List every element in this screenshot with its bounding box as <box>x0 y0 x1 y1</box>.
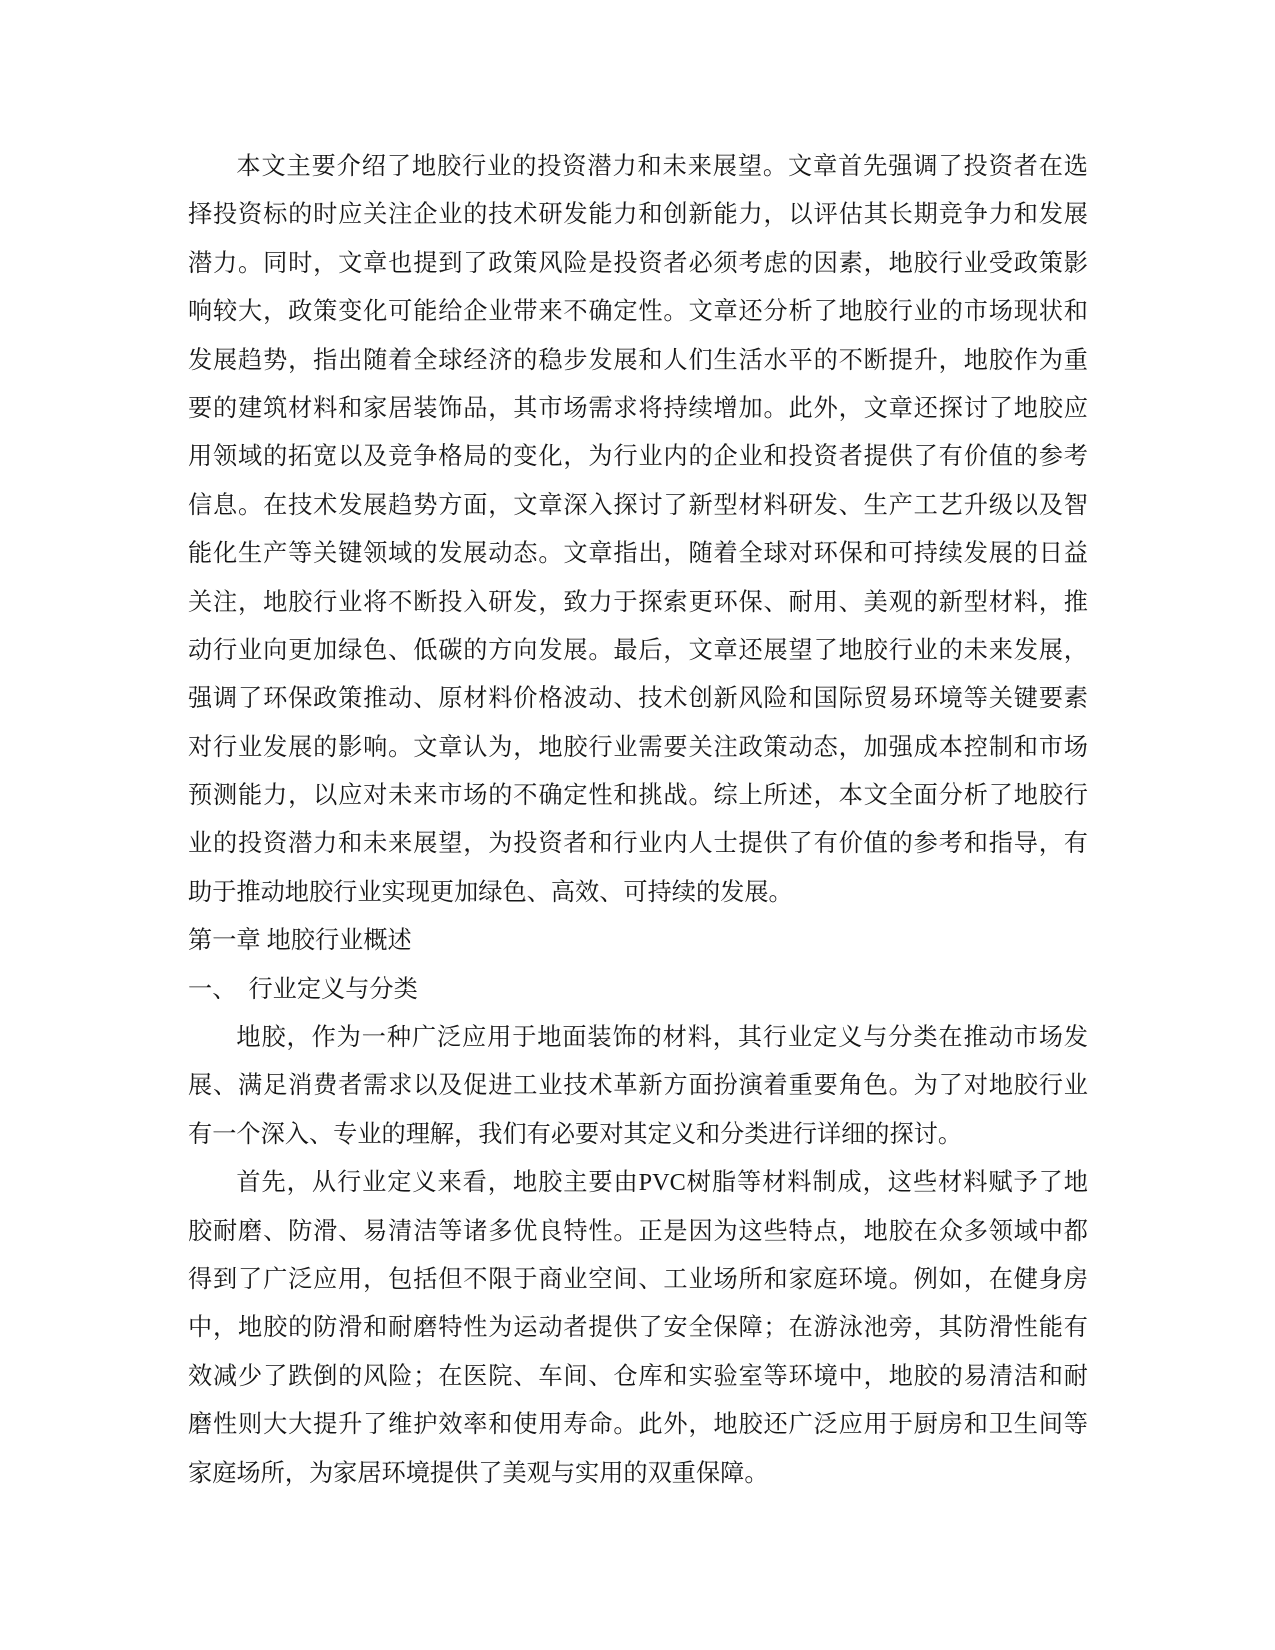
text-line: 助于推动地胶行业实现更加绿色、高效、可持续的发展。 <box>188 878 793 906</box>
text-line: 信息。在技术发展趋势方面，文章深入探讨了新型材料研发、生产工艺升级以及智 <box>188 491 1088 519</box>
text-line: 用领域的拓宽以及竞争格局的变化，为行业内的企业和投资者提供了有价值的参考 <box>188 443 1088 471</box>
text-line: 磨性则大大提升了维护效率和使用寿命。此外，地胶还广泛应用于厨房和卫生间等 <box>188 1411 1088 1439</box>
text-line: 对行业发展的影响。文章认为，地胶行业需要关注政策动态，加强成本控制和市场 <box>188 733 1088 761</box>
text-line: 家庭场所，为家居环境提供了美观与实用的双重保障。 <box>188 1459 769 1487</box>
text-line: 展、满足消费者需求以及促进工业技术革新方面扮演着重要角色。为了对地胶行业 <box>188 1072 1088 1100</box>
text-line: 有一个深入、专业的理解，我们有必要对其定义和分类进行详细的探讨。 <box>188 1120 963 1148</box>
document-body <box>188 143 1088 1498</box>
body-paragraph <box>188 143 1088 917</box>
text-line: 得到了广泛应用，包括但不限于商业空间、工业场所和家庭环境。例如，在健身房 <box>188 1265 1088 1293</box>
text-line: 地胶，作为一种广泛应用于地面装饰的材料，其行业定义与分类在推动市场发 <box>236 1024 1088 1052</box>
text-line: 胶耐磨、防滑、易清洁等诸多优良特性。正是因为这些特点，地胶在众多领域中都 <box>188 1217 1088 1245</box>
text-line: 关注，地胶行业将不断投入研发，致力于探索更环保、耐用、美观的新型材料，推 <box>188 588 1088 616</box>
text-line: 业的投资潜力和未来展望，为投资者和行业内人士提供了有价值的参考和指导，有 <box>188 830 1088 858</box>
body-paragraph <box>188 1014 1088 1159</box>
text-line: 第一章 地胶行业概述 <box>188 927 412 955</box>
text-line: 效减少了跌倒的风险；在医院、车间、仓库和实验室等环境中，地胶的易清洁和耐 <box>188 1362 1088 1390</box>
body-paragraph <box>188 1159 1088 1498</box>
text-line: 择投资标的时应关注企业的技术研发能力和创新能力，以评估其长期竞争力和发展 <box>188 201 1088 229</box>
text-line: 潜力。同时，文章也提到了政策风险是投资者必须考虑的因素，地胶行业受政策影 <box>188 249 1088 277</box>
text-line: 本文主要介绍了地胶行业的投资潜力和未来展望。文章首先强调了投资者在选 <box>236 153 1088 180</box>
text-line: 要的建筑材料和家居装饰品，其市场需求将持续增加。此外，文章还探讨了地胶应 <box>188 394 1088 422</box>
text-line: 预测能力，以应对未来市场的不确定性和挑战。综上所述，本文全面分析了地胶行 <box>188 782 1088 810</box>
text-line: 首先，从行业定义来看，地胶主要由PVC树脂等材料制成，这些材料赋予了地 <box>236 1169 1088 1197</box>
text-line: 发展趋势，指出随着全球经济的稳步发展和人们生活水平的不断提升，地胶作为重 <box>188 346 1088 374</box>
text-line: 一、 行业定义与分类 <box>188 975 418 1003</box>
text-line: 能化生产等关键领域的发展动态。文章指出，随着全球对环保和可持续发展的日益 <box>188 540 1088 568</box>
text-line: 动行业向更加绿色、低碳的方向发展。最后，文章还展望了地胶行业的未来发展， <box>188 636 1088 664</box>
text-line: 响较大，政策变化可能给企业带来不确定性。文章还分析了地胶行业的市场现状和 <box>188 298 1088 326</box>
text-line: 强调了环保政策推动、原材料价格波动、技术创新风险和国际贸易环境等关键要素 <box>188 685 1088 713</box>
heading-paragraph <box>188 917 1088 965</box>
text-line: 中，地胶的防滑和耐磨特性为运动者提供了安全保障；在游泳池旁，其防滑性能有 <box>188 1314 1088 1342</box>
heading-paragraph <box>188 966 1088 1014</box>
